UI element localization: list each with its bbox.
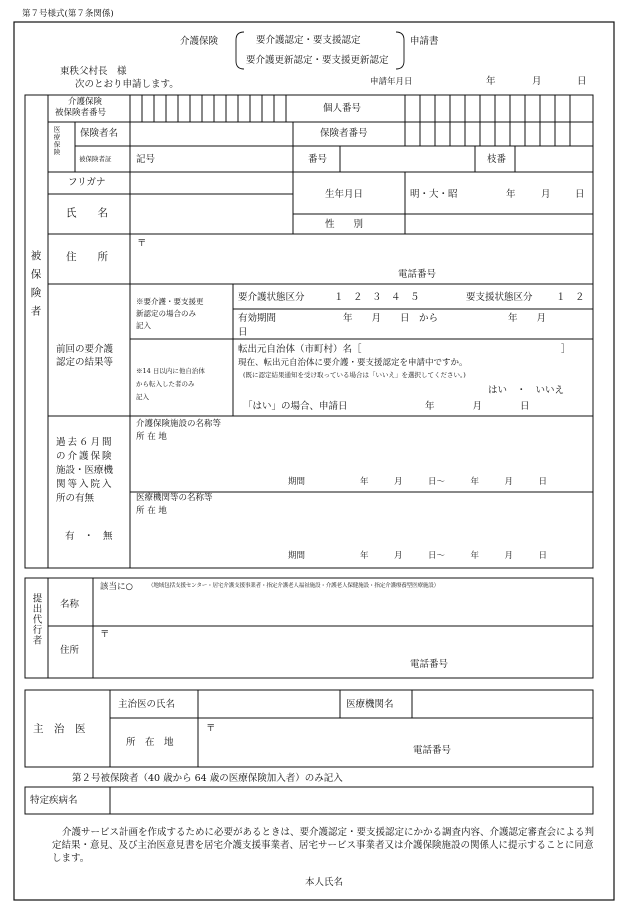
doctor-phone-label: 電話番号	[413, 745, 452, 756]
facility-label-3: 施設・医療機	[56, 465, 114, 476]
facility-label-1: 過去６月間	[56, 437, 114, 448]
facility-presence-options[interactable]: 有 ・ 無	[65, 531, 113, 542]
care-facility-label: 介護保険施設の名称等	[136, 419, 222, 429]
renewal-note-3: 記入	[136, 321, 151, 330]
signature-label: 本人氏名	[305, 877, 344, 888]
yes-case-date: 年 月 日	[425, 401, 530, 412]
branch-label: 枝番	[487, 154, 507, 165]
application-day-unit: 日	[577, 76, 587, 87]
birth-day-unit: 日	[575, 189, 585, 200]
birth-year-unit: 年	[506, 189, 516, 200]
addressee: 東秩父村長 様	[60, 66, 127, 77]
renewal-note-1: ※要介護・要支援更	[136, 297, 204, 306]
secondary-insured-note: 第２号被保険者（40 歳から 64 歳の医療保険加入者）のみ記入	[72, 773, 343, 784]
medical-insurance-label: 医療保険	[52, 126, 61, 156]
furigana-label: フリガナ	[68, 177, 106, 188]
application-year-unit: 年	[486, 76, 496, 87]
agent-section-label: 提出代行者	[30, 593, 42, 646]
consent-text: 介護サービス計画を作成するために必要があるときは、要介護認定・要支援認定にかかる調査内容、介護認定審査会による判定結果・意見、及び主治医意見書を居宅介護支援事業者、居宅サービス事業者又は介護保険施設の関係人に提示することに同意します。	[52, 827, 595, 864]
support-level-label: 要支援状態区分	[466, 292, 533, 303]
application-type-renewal[interactable]: 要介護更新認定・要支援更新認定	[246, 55, 389, 66]
number-label: 番号	[308, 154, 328, 165]
agent-applicable-mark: 該当に○	[100, 582, 133, 592]
insured-number-label-1: 介護保険	[68, 97, 103, 107]
insurer-name-label: 保険者名	[80, 128, 119, 139]
facility-label-5: 所の有無	[56, 493, 95, 504]
validity-label: 有効期間	[238, 313, 277, 324]
birthdate-label: 生年月日	[325, 189, 364, 200]
institution-label: 医療機関名	[346, 699, 394, 710]
care-facility-period: 年 月 日〜 年 月 日	[360, 477, 548, 487]
transfer-note-2: から転入した者のみ	[136, 380, 195, 388]
document-suffix: 申請書	[410, 36, 439, 47]
transfer-origin-label: 転出元自治体（市町村）名［	[238, 344, 362, 355]
personal-number-label: 個人番号	[323, 103, 362, 114]
gender-label: 性 別	[325, 219, 364, 230]
transfer-question: 現在、転出元自治体に要介護・要支援認定を申請中ですか。	[238, 358, 468, 368]
facility-label-2: の介護保険	[56, 451, 114, 462]
validity-day: 日	[238, 327, 248, 338]
birth-month-unit: 月	[541, 189, 551, 200]
transfer-hint: (既に認定結果通知を受け取っている場合は「いいえ」を選択してください。)	[243, 371, 466, 379]
intro-text: 次のとおり申請します。	[75, 79, 179, 90]
doctor-postal-mark: 〒	[206, 723, 216, 734]
agent-postal-mark: 〒	[100, 629, 110, 640]
postal-mark: 〒	[137, 238, 147, 249]
insured-number-label-2: 被保険者番号	[55, 108, 107, 118]
care-facility-location-label: 所 在 地	[136, 432, 167, 442]
doctor-name-label: 主治医の氏名	[118, 699, 176, 710]
symbol-label: 記号	[136, 154, 156, 165]
insurance-label: 介護保険	[180, 36, 219, 47]
transfer-note-3: 記入	[136, 393, 149, 401]
support-level-options[interactable]: １ ２	[556, 292, 585, 303]
transfer-yes-no[interactable]: はい ・ いいえ	[488, 385, 565, 396]
care-facility-period-label: 期間	[288, 477, 306, 487]
care-level-options[interactable]: １ ２ ３ ４ ５	[334, 292, 420, 303]
doctor-section-label: 主 治 医	[33, 723, 86, 735]
name-label: 氏 名	[66, 207, 108, 219]
renewal-note-2: 新認定の場合のみ	[136, 309, 196, 318]
disease-label: 特定疾病名	[30, 795, 78, 806]
previous-result-label-2: 認定の結果等	[56, 357, 114, 368]
phone-label: 電話番号	[398, 269, 437, 280]
doctor-location-label: 所 在 地	[126, 737, 174, 748]
form-number: 第７号様式(第７条関係)	[22, 9, 114, 19]
transfer-origin-close: ］	[561, 344, 571, 355]
validity-to: 年 月	[508, 313, 547, 324]
application-date-label: 申請年月日	[370, 77, 413, 87]
medical-facility-period: 年 月 日〜 年 月 日	[360, 551, 548, 561]
insured-section-label: 被保険者	[29, 250, 42, 324]
era-options[interactable]: 明・大・昭	[410, 189, 458, 200]
application-type-initial[interactable]: 要介護認定・要支援認定	[256, 35, 361, 46]
care-level-label: 要介護状態区分	[238, 292, 305, 303]
facility-label-4: 関等入院入	[56, 479, 114, 490]
agent-type-options[interactable]: （地域包括支援センター・居宅介護支援事業者・指定介護老人福祉施設・介護老人保健施設・指定介護療養型医療施設）	[148, 583, 440, 589]
insurance-card-label: 被保険者証	[79, 155, 112, 163]
previous-result-label-1: 前回の要介護	[56, 344, 114, 355]
transfer-note-1: ※14 日以内に他自治体	[136, 367, 205, 375]
application-month-unit: 月	[532, 76, 542, 87]
medical-facility-period-label: 期間	[288, 551, 306, 561]
agent-name-label: 名称	[60, 599, 80, 610]
yes-case-label: 「はい」の場合、申請日	[243, 401, 348, 412]
address-label: 住 所	[66, 251, 108, 263]
validity-from: 年 月 日 から	[343, 313, 439, 324]
insurer-number-label: 保険者番号	[320, 128, 368, 139]
agent-phone-label: 電話番号	[410, 659, 449, 670]
medical-facility-location-label: 所 在 地	[136, 506, 167, 516]
medical-facility-label: 医療機関等の名称等	[136, 493, 213, 503]
agent-address-label: 住所	[60, 645, 80, 656]
